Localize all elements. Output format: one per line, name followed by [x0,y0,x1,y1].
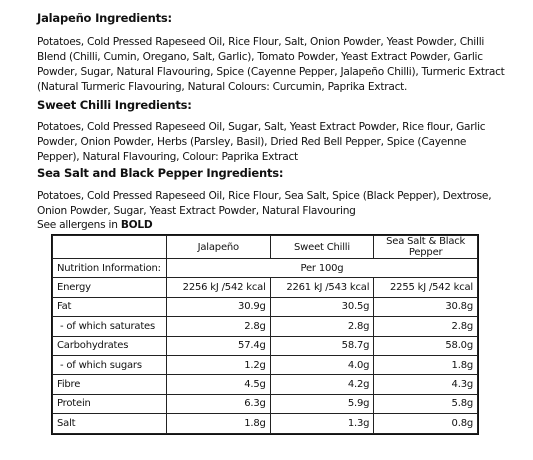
row-label: - of which saturates [53,317,167,336]
cell-value: 0.8g [374,414,478,433]
table-row [53,375,478,394]
table-row [53,394,478,413]
cell-value: 6.3g [166,394,270,413]
cell-value: 4.2g [270,375,374,394]
table-row [53,336,478,355]
allergen-note-prefix: See allergens in [37,219,121,231]
row-label: Fibre [53,375,167,394]
col-header-jalapeno: Jalapeño [166,236,270,259]
table-row [53,355,478,374]
cell-value: 5.9g [270,394,374,413]
cell-value: 2256 kJ /542 kcal [166,278,270,297]
cell-value: 2.8g [374,317,478,336]
cell-value: 30.5g [270,297,374,316]
cell-value: 58.0g [374,336,478,355]
row-label: Protein [53,394,167,413]
table-row [53,278,478,297]
cell-value: 30.9g [166,297,270,316]
cell-value: 1.8g [374,355,478,374]
cell-value: 1.3g [270,414,374,433]
cell-value: 1.8g [166,414,270,433]
table-row [53,414,478,433]
allergen-note [37,219,152,231]
cell-value: 4.0g [270,355,374,374]
cell-value: 4.3g [374,375,478,394]
row-label: Carbohydrates [53,336,167,355]
cell-value: 57.4g [166,336,270,355]
allergen-note-bold: BOLD [120,219,153,231]
row-label: Fat [53,297,167,316]
nutrition-table [52,235,478,434]
cell-value: 2261 kJ /543 kcal [270,278,374,297]
row-label: - of which sugars [53,355,167,374]
sweet-chilli-title: Sweet Chilli Ingredients: [37,98,192,112]
col-header-sea-salt: Sea Salt & Black Pepper [374,236,478,259]
header-empty-cell [53,236,167,259]
table-header-row [53,236,478,259]
row-label: Energy [53,278,167,297]
col-header-sweet-chilli: Sweet Chilli [270,236,374,259]
cell-value: 2255 kJ /542 kcal [374,278,478,297]
cell-value: 5.8g [374,394,478,413]
cell-value: 58.7g [270,336,374,355]
cell-value: 4.5g [166,375,270,394]
nutrition-info-label: Nutrition Information: [53,259,167,278]
jalapeno-ingredients: Potatoes, Cold Pressed Rapeseed Oil, Rice Flour, Salt, Onion Powder, Yeast Powder, Chilli Blend (Chilli, Cumin, Oregano, Salt, Garlic), Tomato Powder, Yeast Extract Powder, Garlic Powder, Sugar, Natural Flavouring, Spice (Cayenne Pepper, Jalapeño Chilli), Turmeric Extract (Natural Turmeric Flavouring, Natural Colours: Curcumin, Paprika Extract. [37,36,505,93]
cell-value: 1.2g [166,355,270,374]
sea-salt-title: Sea Salt and Black Pepper Ingredients: [37,166,284,180]
cell-value: 2.8g [166,317,270,336]
table-row [53,297,478,316]
table-row [53,317,478,336]
row-label: Salt [53,414,167,433]
jalapeno-title: Jalapeño Ingredients: [37,11,172,25]
cell-value: 30.8g [374,297,478,316]
sweet-chilli-ingredients: Potatoes, Cold Pressed Rapeseed Oil, Sugar, Salt, Yeast Extract Powder, Rice flour, Garlic Powder, Onion Powder, Herbs (Parsley, Basil), Dried Red Bell Pepper, Spice (Cayenne Pepper), Natural Flavouring, Colour: Paprika Extract [37,121,486,163]
sea-salt-ingredients: Potatoes, Cold Pressed Rapeseed Oil, Rice Flour, Sea Salt, Spice (Black Pepper), Dextrose, Onion Powder, Sugar, Yeast Extract Powder, Natural Flavouring [37,190,492,217]
per-100g-label: Per 100g [166,259,477,278]
nutrition-info-row [53,259,478,278]
cell-value: 2.8g [270,317,374,336]
